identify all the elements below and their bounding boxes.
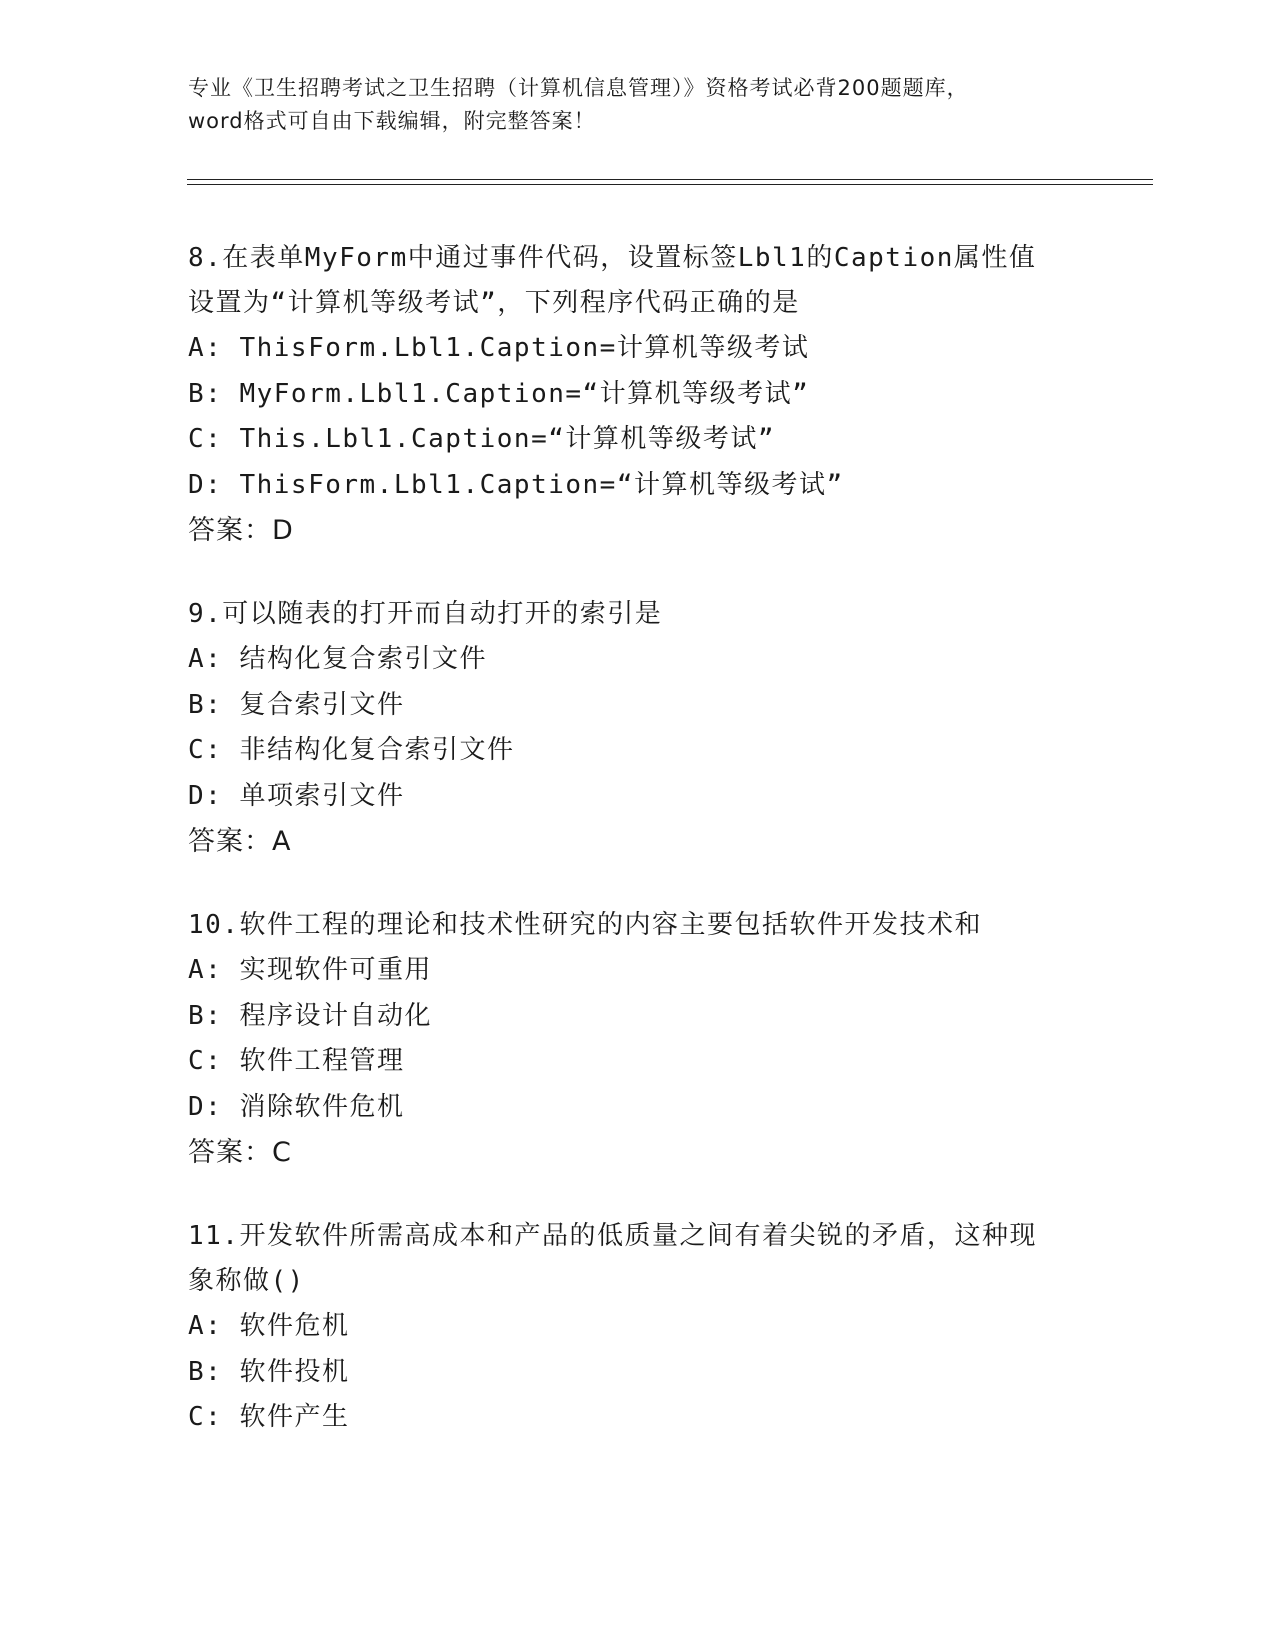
- answer-label: 答案：C: [188, 1137, 292, 1168]
- header-divider-top: [187, 179, 1153, 180]
- question-10: [188, 903, 1088, 1176]
- option-c: C: 软件产生: [188, 1402, 350, 1432]
- header-line-2: word格式可自由下载编辑，附完整答案！: [188, 109, 596, 133]
- option-a: A: ThisForm.Lbl1.Caption=计算机等级考试: [188, 333, 810, 363]
- option-a: A: 实现软件可重用: [188, 955, 432, 985]
- question-stem-line: 11.开发软件所需高成本和产品的低质量之间有着尖锐的矛盾，这种现: [188, 1221, 1037, 1251]
- option-d: D: ThisForm.Lbl1.Caption=“计算机等级考试”: [188, 469, 844, 500]
- question-8: [188, 236, 1088, 554]
- answer-label: 答案：D: [188, 515, 294, 546]
- option-b: B: 程序设计自动化: [188, 1000, 432, 1031]
- question-stem-line: 9.可以随表的打开而自动打开的索引是: [188, 599, 663, 629]
- question-stem-line: 设置为“计算机等级考试”，下列程序代码正确的是: [188, 288, 800, 318]
- option-d: D: 单项索引文件: [188, 780, 405, 811]
- header-line-1: 专业《卫生招聘考试之卫生招聘（计算机信息管理）》资格考试必背200题题库，: [188, 76, 969, 100]
- question-stem-line: 8.在表单MyForm中通过事件代码，设置标签Lbl1的Caption属性值: [188, 243, 1037, 273]
- option-d: D: 消除软件危机: [188, 1091, 405, 1122]
- question-9: [188, 592, 1088, 865]
- option-c: C: 非结构化复合索引文件: [188, 735, 515, 765]
- option-b: B: 复合索引文件: [188, 689, 405, 720]
- document-header: [188, 72, 1088, 138]
- question-stem-line: 10.软件工程的理论和技术性研究的内容主要包括软件开发技术和: [188, 910, 982, 940]
- question-list: [188, 236, 1088, 1479]
- option-a: A: 结构化复合索引文件: [188, 644, 487, 674]
- option-c: C: 软件工程管理: [188, 1046, 405, 1076]
- option-b: B: 软件投机: [188, 1356, 350, 1387]
- question-11: [188, 1214, 1088, 1441]
- question-stem-line: 象称做(): [188, 1266, 305, 1296]
- option-c: C: This.Lbl1.Caption=“计算机等级考试”: [188, 424, 776, 454]
- option-a: A: 软件危机: [188, 1311, 350, 1341]
- header-divider-bottom: [187, 184, 1153, 185]
- option-b: B: MyForm.Lbl1.Caption=“计算机等级考试”: [188, 378, 810, 409]
- answer-label: 答案：A: [188, 826, 292, 857]
